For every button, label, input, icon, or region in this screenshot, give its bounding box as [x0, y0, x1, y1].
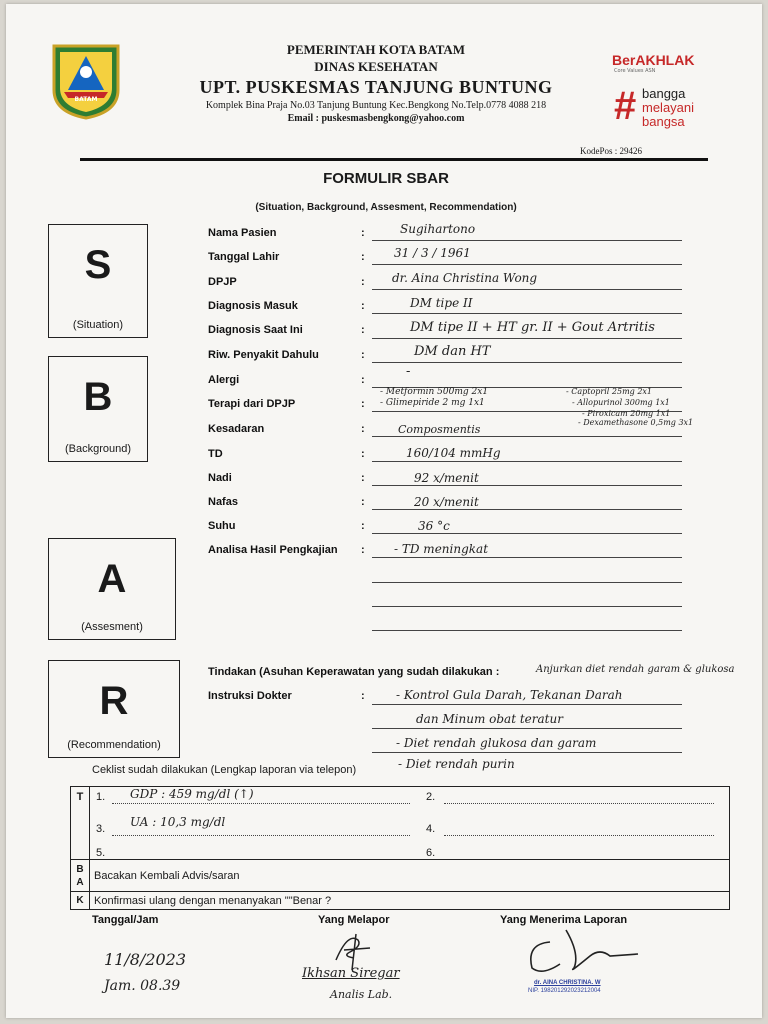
- section-a-letter: A: [97, 557, 127, 601]
- value-nadi: 92 x/menit: [414, 471, 479, 485]
- value-dx-ini: DM tipe II + HT gr. II + Gout Artritis: [410, 320, 655, 335]
- berakhlak-sub: Core Values ASN: [614, 68, 656, 74]
- kodepos: KodePos : 29426: [580, 146, 643, 156]
- checklist-k-cell: [71, 892, 90, 910]
- terapi-right-4: - Dexamethasone 0,5mg 3x1: [578, 418, 694, 427]
- field-line: [372, 362, 682, 363]
- slogan-line-3: bangsa: [642, 114, 685, 129]
- field-line: [372, 338, 682, 339]
- melapor-role: Analis Lab.: [330, 988, 393, 1001]
- header-gov: PEMERINTAH KOTA BATAM: [286, 42, 466, 57]
- section-s-letter: S: [84, 243, 112, 287]
- item-num-1: 1.: [96, 791, 106, 803]
- melapor-name: Ikhsan Siregar: [302, 966, 400, 981]
- label-riw: Riw. Penyakit Dahulu: [208, 349, 319, 361]
- colon: :: [361, 324, 365, 336]
- checklist-b-letter: B: [76, 863, 84, 875]
- jam-value: Jam. 08.39: [104, 978, 181, 994]
- section-b-letter: B: [83, 375, 113, 419]
- slogan-line-1: bangga: [642, 86, 686, 101]
- label-alergi: Alergi: [208, 374, 240, 386]
- colon: :: [361, 300, 365, 312]
- colon: :: [361, 496, 365, 508]
- colon: :: [361, 448, 365, 460]
- label-analisa: Analisa Hasil Pengkajian: [208, 544, 338, 556]
- field-line: [372, 606, 682, 607]
- field-line: [372, 704, 682, 705]
- value-analisa: - TD meningkat: [394, 542, 489, 556]
- label-tgl: Tanggal Lahir: [208, 251, 280, 263]
- label-nama: Nama Pasien: [208, 227, 277, 239]
- label-dx-masuk: Diagnosis Masuk: [208, 300, 298, 312]
- colon: :: [361, 227, 365, 239]
- stamp-name: dr. AINA CHRISTINA. W: [534, 980, 601, 986]
- dotted-line: [444, 803, 714, 804]
- field-line: [372, 461, 682, 462]
- field-line: [372, 313, 682, 314]
- checklist-table: [70, 786, 730, 910]
- melapor-label: Yang Melapor: [318, 914, 390, 926]
- checklist-intro: Ceklist sudah dilakukan (Lengkap laporan via telepon): [92, 764, 357, 776]
- checklist-k-letter: K: [76, 895, 84, 906]
- form-paper: [6, 4, 762, 1018]
- label-dpjp: DPJP: [208, 276, 237, 288]
- item-num-6: 6.: [426, 847, 436, 859]
- instruksi-2: dan Minum obat teratur: [416, 712, 563, 726]
- item-num-4: 4.: [426, 823, 436, 835]
- form-title: FORMULIR SBAR: [323, 170, 449, 187]
- colon: :: [361, 276, 365, 288]
- value-td: 160/104 mmHg: [406, 446, 501, 460]
- field-line: [372, 264, 682, 265]
- item-value-3: UA : 10,3 mg/dl: [130, 815, 226, 829]
- label-nafas: Nafas: [208, 496, 238, 508]
- value-dx-masuk: DM tipe II: [410, 296, 473, 310]
- field-line: [372, 728, 682, 729]
- instruksi-1: - Kontrol Gula Darah, Tekanan Darah: [396, 688, 623, 702]
- colon: :: [361, 520, 365, 532]
- label-tindakan: Tindakan (Asuhan Keperawatan yang sudah dilakukan :: [208, 666, 500, 678]
- label-instruksi: Instruksi Dokter: [208, 690, 292, 702]
- section-a-box: [48, 538, 176, 640]
- label-suhu: Suhu: [208, 520, 236, 532]
- item-value-1: GDP : 459 mg/dl (↑): [130, 787, 254, 801]
- field-line: [372, 240, 682, 241]
- value-suhu: 36 °c: [418, 519, 450, 533]
- instruksi-3: - Diet rendah glukosa dan garam: [396, 736, 597, 750]
- menerima-label: Yang Menerima Laporan: [500, 914, 628, 926]
- checklist-t-cell: [71, 787, 90, 860]
- label-dx-ini: Diagnosis Saat Ini: [208, 324, 303, 336]
- instruksi-4: - Diet rendah purin: [398, 757, 515, 771]
- colon: :: [361, 349, 365, 361]
- value-nama: Sugihartono: [400, 222, 476, 236]
- checklist-ba-text: Bacakan Kembali Advis/saran: [90, 860, 730, 892]
- terapi-right-2: - Allopurinol 300mg 1x1: [572, 398, 670, 407]
- header-dept: DINAS KESEHATAN: [314, 59, 438, 74]
- label-terapi: Terapi dari DPJP: [208, 398, 296, 410]
- value-riw: DM dan HT: [414, 344, 491, 359]
- section-b-caption: (Background): [64, 443, 132, 455]
- dotted-line: [112, 803, 410, 804]
- colon: :: [361, 544, 365, 556]
- dotted-line: [112, 835, 410, 836]
- colon: :: [361, 374, 365, 386]
- value-dpjp: dr. Aina Christina Wong: [392, 271, 538, 285]
- terapi-left-1: - Metformin 500mg 2x1: [380, 387, 489, 397]
- checklist-a-letter: A: [76, 876, 84, 888]
- field-line: [372, 289, 682, 290]
- logo-text: BATAM: [74, 96, 98, 103]
- section-s-caption: (Situation): [72, 319, 124, 331]
- label-kesadaran: Kesadaran: [208, 423, 265, 435]
- section-r-box: [48, 660, 180, 758]
- value-kesadaran: Composmentis: [398, 423, 481, 436]
- field-line: [372, 533, 682, 534]
- checklist-k-text: Konfirmasi ulang dengan menanyakan ""Benar ?: [90, 892, 730, 910]
- value-alergi: -: [406, 364, 411, 379]
- section-s-box: [48, 224, 148, 338]
- menerima-signature: [520, 924, 640, 978]
- header-address: Komplek Bina Praja No.03 Tanjung Buntung Kec.Bengkong No.Telp.0778 4088 218: [205, 100, 547, 111]
- value-tgl: 31 / 3 / 1961: [394, 246, 471, 260]
- terapi-right-1: - Captopril 25mg 2x1: [566, 387, 653, 396]
- section-r-caption: (Recommendation): [67, 739, 161, 751]
- header-email: Email : puskesmasbengkong@yahoo.com: [287, 113, 465, 124]
- terapi-right-3: - Piroxicam 20mg 1x1: [582, 409, 671, 418]
- label-nadi: Nadi: [208, 472, 232, 484]
- slogan-line-2: melayani: [642, 100, 695, 115]
- field-line: [372, 630, 682, 631]
- item-num-5: 5.: [96, 847, 106, 859]
- section-r-letter: R: [99, 679, 129, 723]
- city-logo: [50, 42, 122, 120]
- field-line: [372, 582, 682, 583]
- header-org: UPT. PUSKESMAS TANJUNG BUNTUNG: [199, 77, 553, 97]
- field-line: [372, 752, 682, 753]
- section-b-box: [48, 356, 148, 462]
- value-tindakan: Anjurkan diet rendah garam & glukosa: [536, 664, 735, 675]
- form-subtitle: (Situation, Background, Assesment, Recommendation): [255, 202, 517, 213]
- colon: :: [361, 472, 365, 484]
- section-a-caption: (Assesment): [81, 621, 143, 633]
- checklist-t-content: [90, 787, 730, 860]
- label-td: TD: [208, 448, 223, 460]
- colon: :: [361, 423, 365, 435]
- field-line: [372, 509, 682, 510]
- field-line: [372, 436, 682, 437]
- colon: :: [361, 251, 365, 263]
- terapi-left-2: - Glimepiride 2 mg 1x1: [380, 398, 485, 408]
- dotted-line: [444, 835, 714, 836]
- item-num-2: 2.: [426, 791, 436, 803]
- tanggal-label: Tanggal/Jam: [92, 914, 159, 926]
- field-line: [372, 485, 682, 486]
- header-rule: [80, 158, 708, 161]
- checklist-t-letter: T: [76, 791, 84, 803]
- item-num-3: 3.: [96, 823, 106, 835]
- field-line: [372, 557, 682, 558]
- tanggal-value: 11/8/2023: [104, 950, 187, 969]
- berakhlak-logo: BerAKHLAK: [612, 52, 695, 68]
- checklist-ba-cell: [71, 860, 90, 892]
- stamp-nip: NIP. 198201292023212004: [528, 988, 601, 994]
- value-nafas: 20 x/menit: [414, 495, 479, 509]
- hashtag-icon: #: [614, 84, 637, 128]
- colon: :: [361, 690, 365, 702]
- colon: :: [361, 398, 365, 410]
